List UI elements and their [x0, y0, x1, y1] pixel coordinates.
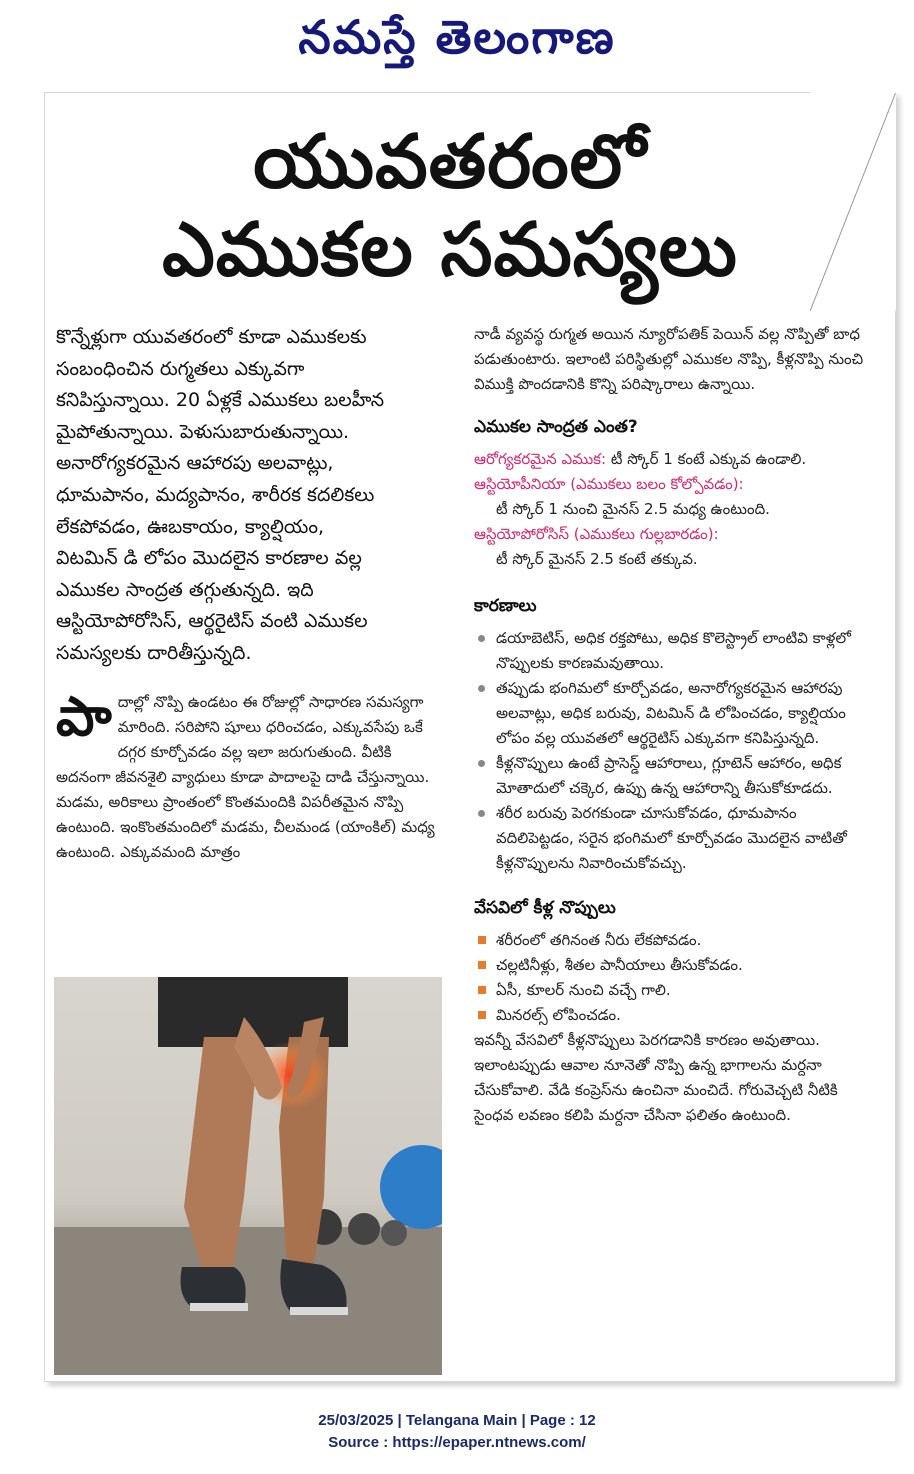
list-item	[474, 676, 874, 751]
list-item-text: శరీర బరువు పెరగకుండా చూసుకోవడం, ధూమపానం వదిలిపెట్టడం, సరైన భంగిమలో కూర్చోవడం మొదలైన వాటితో కీళ్లనొప్పులను నివారించుకోవచ్చు.	[496, 804, 847, 872]
list-item-text: తప్పుడు భంగిమలో కూర్చోవడం, అనారోగ్యకరమైన ఆహారపు అలవాట్లు, అధిక బరువు, విటమిన్ డి లోపించడం, క్యాల్షియం లోపం వల్ల యువతలో ఆర్థరైటిస్ ఎక్కువగా కనిపిస్తున్నది.	[496, 679, 846, 747]
intro-line: సంబంధించిన రుగ్మతలు ఎక్కువగా	[56, 357, 305, 380]
bullet-square-icon	[478, 986, 486, 994]
body-paragraph	[56, 684, 446, 865]
knee-pain-illustration	[54, 977, 442, 1375]
intro-line: లేకపోవడం, ఊబకాయం, క్యాల్షియం,	[56, 515, 325, 538]
list-item-text: మినరల్స్ లోపించడం.	[496, 1006, 621, 1024]
bullet-square-icon	[478, 1011, 486, 1019]
intro-line: ధూమపానం, మద్యపానం, శారీరక కదలికలు	[56, 483, 375, 506]
intro-line: కనిపిస్తున్నాయి. 20 ఏళ్లకే ఎముకలు బలహీన	[56, 389, 385, 412]
bullet-dot-icon	[478, 685, 485, 692]
list-item	[474, 928, 874, 953]
intro-line: మైపోతున్నాయి. పెళుసుబారుతున్నాయి.	[56, 420, 350, 443]
list-item	[474, 953, 874, 978]
density-item	[474, 447, 874, 472]
causes-list	[474, 626, 874, 876]
intro-line: అనారోగ్యకరమైన ఆహారపు అలవాట్లు,	[56, 452, 334, 475]
density-item	[474, 522, 874, 572]
density-text: టీ స్కోర్ 1 నుంచి మైనస్ 2.5 మధ్య ఉంటుంది.	[496, 500, 770, 518]
density-label: ఆరోగ్యకరమైన ఎముక:	[474, 450, 607, 468]
list-item	[474, 751, 874, 801]
intro-paragraph	[56, 322, 446, 670]
list-item-text: కీళ్లనొప్పులు ఉంటే ప్రాసెస్డ్ ఆహారాలు, గ్లూటెన్ ఆహారం, అధిక మోతాదులో చక్కెర, ఉప్పు ఉన్న ఆహారాన్ని తీసుకోకూడదు.	[496, 754, 842, 797]
footer-date-edition: 25/03/2025 | Telangana Main | Page : 12	[318, 1412, 596, 1429]
right-intro-paragraph: నాడీ వ్యవస్థ రుగ్మత అయిన న్యూరోపతిక్ పెయిన్ వల్ల నొప్పితో బాధ పడుతుంటారు. ఇలాంటి పరిస్థితుల్లో ఎముకల నొప్పి, కీళ్లనొప్పి నుంచి విముక్తి పొందడానికి కొన్ని పరిష్కారాలు ఉన్నాయి.	[474, 325, 864, 393]
intro-line: కొన్నేళ్లుగా యువతరంలో కూడా ఎముకలకు	[56, 326, 367, 348]
density-label: ఆస్టియోపోరోసిస్ (ఎముకలు గుల్లబారడం):	[474, 525, 719, 543]
intro-line: ఆస్టియోపోరోసిస్, ఆర్థరైటిస్ వంటి ఎముకల	[56, 610, 368, 633]
bullet-square-icon	[478, 936, 486, 944]
list-item-text: ఏసీ, కూలర్ నుంచి వచ్చే గాలి.	[496, 981, 671, 999]
list-item	[474, 978, 874, 1003]
list-item-text: శరీరంలో తగినంత నీరు లేకపోవడం.	[496, 931, 702, 949]
summer-list	[474, 928, 874, 1028]
intro-line: ఎముకల సాంద్రత తగ్గుతున్నది. ఇది	[56, 578, 314, 601]
headline-line-1: యువతరంలో	[253, 119, 647, 205]
intro-line: విటమిన్ డి లోపం మొదలైన కారణాల వల్ల	[56, 547, 362, 570]
list-item-text: చల్లటినీళ్లు, శీతల పానీయాలు తీసుకోవడం.	[496, 956, 743, 974]
headline-line-2: ఎముకల సమస్యలు	[162, 207, 738, 293]
density-item	[474, 472, 874, 522]
density-text: టీ స్కోర్ మైనస్ 2.5 కంటే తక్కువ.	[496, 550, 698, 568]
intro-line: సమస్యలకు దారితీస్తున్నది.	[56, 641, 252, 664]
summer-closing-paragraph: ఇవన్నీ వేసవిలో కీళ్లనొప్పులు పెరగడానికి కారణం అవుతాయి. ఇలాంటప్పుడు ఆవాల నూనెతో నొప్పి ఉన్న భాగాలను మర్దనా చేసుకోవాలి. వేడి కంప్రెస్‌ను ఉంచినా మంచిదే. గోరువెచ్చటి నీటికి సైంధవ లవణం కలిపి మర్దనా చేసినా ఫలితం ఉంటుంది.	[474, 1031, 838, 1124]
density-text: టీ స్కోర్ 1 కంటే ఎక్కువ ఉండాలి.	[610, 450, 807, 468]
density-heading: ఎముకల సాంద్రత ఎంత?	[474, 417, 638, 437]
bullet-dot-icon	[478, 635, 485, 642]
bullet-dot-icon	[478, 760, 485, 767]
right-column	[474, 322, 874, 1128]
footer-source: Source : https://epaper.ntnews.com/	[328, 1434, 586, 1451]
bullet-square-icon	[478, 961, 486, 969]
causes-heading: కారణాలు	[474, 596, 537, 616]
list-item	[474, 626, 874, 676]
list-item-text: డయాబెటిస్, అధిక రక్తపోటు, అధిక కొలెస్ట్రాల్ లాంటివి కాళ్లలో నొప్పులకు కారణమవుతాయి.	[496, 629, 851, 672]
bullet-dot-icon	[478, 810, 485, 817]
left-column	[56, 322, 446, 865]
list-item	[474, 801, 874, 876]
drop-cap: పా	[56, 684, 112, 748]
body-paragraph-text: దాల్లో నొప్పి ఉండటం ఈ రోజుల్లో సాధారణ సమస్యగా మారింది. సరిపోని షూలు ధరించడం, ఎక్కువసేపు ఒకే దగ్గర కూర్చోవడం వల్ల ఇలా జరుగుతుంది. వీటికి అదనంగా జీవనశైలి వ్యాధులు కూడా పాదాలపై దాడి చేస్తున్నాయి. మడమ, అరికాలు ప్రాంతంలో కొంతమందికి విపరీతమైన నొప్పి ఉంటుంది. ఇంకొంతమందిలో మడమ, చీలమండ (యాంకిల్) మధ్య ఉంటుంది. ఎక్కువమంది మాత్రం	[56, 692, 435, 861]
knee-pain-photo	[54, 977, 442, 1375]
article-headline	[60, 118, 840, 294]
density-label: ఆస్టియోపీనియా (ఎముకలు బలం కోల్పోవడం):	[474, 475, 744, 493]
summer-heading: వేసవిలో కీళ్ల నొప్పులు	[474, 898, 616, 918]
masthead-logo: నమస్తే తెలంగాణ	[298, 10, 616, 64]
list-item	[474, 1003, 874, 1028]
